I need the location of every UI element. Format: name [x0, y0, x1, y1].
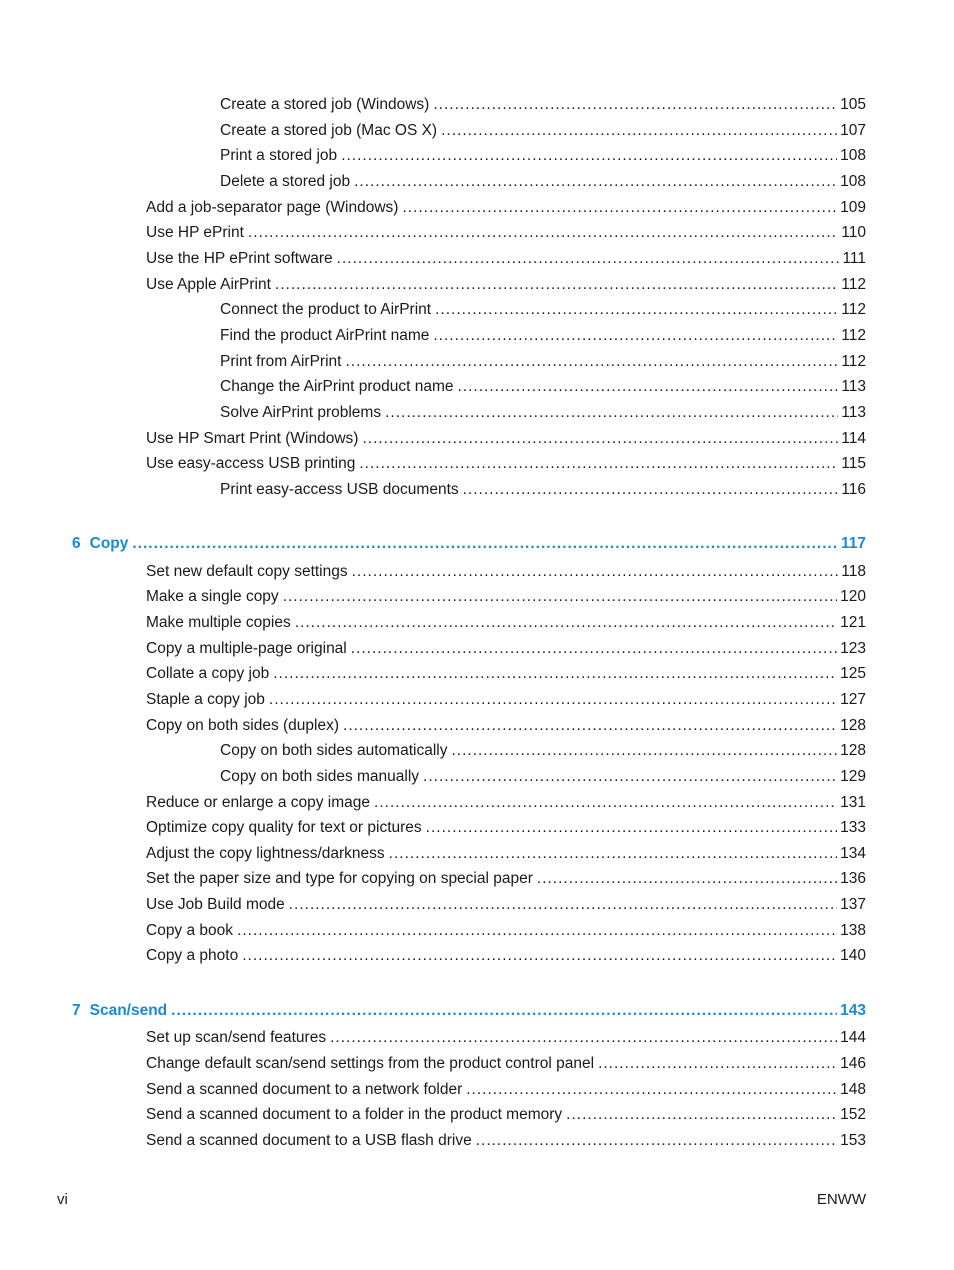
toc-entry[interactable]: [146, 223, 866, 243]
toc-entry[interactable]: [146, 921, 866, 941]
toc-entry-title: Staple a copy job: [146, 691, 265, 708]
toc-entry[interactable]: [146, 818, 866, 838]
toc-entry-title: Use easy-access USB printing: [146, 455, 356, 472]
toc-entry-page: 131: [840, 794, 866, 811]
toc-entry-page: 114: [841, 430, 866, 447]
dot-leader: [433, 326, 838, 346]
dot-leader: [476, 1131, 837, 1151]
toc-entry-page: 129: [840, 768, 866, 785]
toc-entry-page: 137: [840, 896, 866, 913]
toc-entry[interactable]: [146, 429, 866, 449]
toc-entry-page: 133: [840, 819, 866, 836]
toc-entry-page: 136: [840, 870, 866, 887]
dot-leader: [242, 946, 837, 966]
chapter-number: 6: [72, 535, 81, 552]
toc-entry-page: 108: [840, 173, 866, 190]
toc-entry-page: 127: [840, 691, 866, 708]
toc-entry[interactable]: [146, 454, 866, 474]
toc-entry[interactable]: [146, 1131, 866, 1151]
dot-leader: [171, 1001, 837, 1021]
dot-leader: [283, 587, 837, 607]
toc-entry-title: Make a single copy: [146, 588, 279, 605]
toc-entry-page: 140: [840, 947, 866, 964]
toc-entry[interactable]: [146, 664, 866, 684]
toc-entry[interactable]: [146, 198, 866, 218]
dot-leader: [248, 223, 838, 243]
dot-leader: [451, 741, 837, 761]
dot-leader: [237, 921, 837, 941]
toc-entry-title: Adjust the copy lightness/darkness: [146, 845, 385, 862]
toc-entry[interactable]: [220, 767, 866, 787]
toc-entry-page: 112: [841, 301, 866, 318]
toc-chapter-6[interactable]: [72, 534, 866, 554]
toc-entry-page: 113: [841, 404, 866, 421]
toc-entry[interactable]: [220, 326, 866, 346]
toc-entry[interactable]: [146, 275, 866, 295]
toc-entry-title: Use Job Build mode: [146, 896, 285, 913]
dot-leader: [463, 480, 839, 500]
dot-leader: [598, 1054, 837, 1074]
dot-leader: [273, 664, 837, 684]
toc-entry[interactable]: [146, 639, 866, 659]
toc-entry[interactable]: [220, 377, 866, 397]
toc-entry-page: 153: [840, 1132, 866, 1149]
dot-leader: [433, 95, 837, 115]
dot-leader: [345, 352, 838, 372]
toc-entry-page: 108: [840, 147, 866, 164]
toc-entry[interactable]: [146, 844, 866, 864]
toc-entry-page: 110: [841, 224, 866, 241]
toc-entry-title: Solve AirPrint problems: [220, 404, 382, 421]
dot-leader: [385, 403, 838, 423]
dot-leader: [426, 818, 837, 838]
toc-entry-page: 111: [842, 250, 866, 267]
toc-entry-page: 116: [841, 481, 866, 498]
toc-entry[interactable]: [146, 613, 866, 633]
toc-entry-title: Set up scan/send features: [146, 1029, 327, 1046]
dot-leader: [343, 716, 837, 736]
toc-entry-title: Optimize copy quality for text or pictures: [146, 819, 422, 836]
toc-entry-page: 112: [841, 276, 866, 293]
toc-entry[interactable]: [146, 895, 866, 915]
chapter-page: 117: [840, 535, 866, 552]
dot-leader: [458, 377, 839, 397]
toc-entry[interactable]: [146, 690, 866, 710]
toc-entry-title: Connect the product to AirPrint: [220, 301, 432, 318]
dot-leader: [295, 613, 837, 633]
dot-leader: [132, 534, 838, 554]
toc-entry[interactable]: [220, 300, 866, 320]
dot-leader: [389, 844, 837, 864]
dot-leader: [275, 275, 838, 295]
toc-entry-page: 148: [840, 1081, 866, 1098]
toc-entry-title: Change default scan/send settings from the product control panel: [146, 1055, 595, 1072]
dot-leader: [441, 121, 837, 141]
toc-entry-title: Copy on both sides automatically: [220, 742, 448, 759]
toc-entry[interactable]: [146, 716, 866, 736]
toc-entry[interactable]: [220, 352, 866, 372]
toc-entry-page: 125: [840, 665, 866, 682]
dot-leader: [337, 249, 840, 269]
toc-entry[interactable]: [220, 146, 866, 166]
toc-entry[interactable]: [146, 1054, 866, 1074]
toc-entry-title: Send a scanned document to a network folder: [146, 1081, 463, 1098]
toc-entry-title: Print easy-access USB documents: [220, 481, 459, 498]
dot-leader: [354, 172, 837, 192]
dot-leader: [362, 429, 838, 449]
toc-entry-title: Copy a multiple-page original: [146, 640, 347, 657]
toc-entry-title: Print from AirPrint: [220, 353, 342, 370]
toc-entry[interactable]: [146, 562, 866, 582]
toc-entry-title: Find the product AirPrint name: [220, 327, 430, 344]
footer-doc-code: ENWW: [816, 1191, 866, 1208]
toc-entry-page: 128: [840, 717, 866, 734]
chapter-page: 143: [840, 1002, 866, 1019]
dot-leader: [566, 1105, 837, 1125]
dot-leader: [269, 690, 837, 710]
toc-entry-title: Make multiple copies: [146, 614, 291, 631]
toc-entry-page: 115: [841, 455, 866, 472]
toc-entry-page: 118: [841, 563, 866, 580]
toc-entry[interactable]: [146, 1105, 866, 1125]
chapter-title: Copy: [89, 535, 129, 552]
toc-entry[interactable]: [220, 95, 866, 115]
toc-entry[interactable]: [220, 172, 866, 192]
toc-entry-title: Copy on both sides (duplex): [146, 717, 340, 734]
toc-entry[interactable]: [220, 480, 866, 500]
toc-entry-title: Set new default copy settings: [146, 563, 348, 580]
dot-leader: [352, 562, 839, 582]
dot-leader: [423, 767, 837, 787]
toc-entry[interactable]: [146, 946, 866, 966]
dot-leader: [330, 1028, 837, 1048]
dot-leader: [402, 198, 837, 218]
toc-entry[interactable]: [146, 793, 866, 813]
toc-entry-title: Copy on both sides manually: [220, 768, 420, 785]
toc-entry-title: Delete a stored job: [220, 173, 351, 190]
toc-entry-title: Send a scanned document to a USB flash drive: [146, 1132, 472, 1149]
toc-entry[interactable]: [146, 869, 866, 889]
toc-entry-page: 121: [840, 614, 866, 631]
dot-leader: [289, 895, 837, 915]
toc-entry-page: 128: [840, 742, 866, 759]
toc-entry-title: Set the paper size and type for copying on special paper: [146, 870, 533, 887]
toc-entry-title: Send a scanned document to a folder in the product memory: [146, 1106, 563, 1123]
toc-entry-page: 146: [840, 1055, 866, 1072]
toc-entry-title: Use HP ePrint: [146, 224, 244, 241]
toc-entry-page: 105: [840, 96, 866, 113]
toc-entry-page: 138: [840, 922, 866, 939]
dot-leader: [351, 639, 837, 659]
toc-entry-page: 113: [841, 378, 866, 395]
toc-entry[interactable]: [146, 587, 866, 607]
dot-leader: [374, 793, 837, 813]
dot-leader: [537, 869, 837, 889]
toc-entry-title: Copy a book: [146, 922, 234, 939]
toc-entry[interactable]: [146, 1028, 866, 1048]
toc-entry[interactable]: [146, 1080, 866, 1100]
toc-entry[interactable]: [146, 249, 866, 269]
toc-entry-page: 120: [840, 588, 866, 605]
chapter-title: Scan/send: [89, 1002, 168, 1019]
toc-entry[interactable]: [220, 403, 866, 423]
dot-leader: [435, 300, 838, 320]
toc-entry-page: 123: [840, 640, 866, 657]
toc-entry-title: Collate a copy job: [146, 665, 270, 682]
toc-entry-title: Create a stored job (Mac OS X): [220, 122, 438, 139]
toc-entry-title: Print a stored job: [220, 147, 338, 164]
toc-entry-page: 112: [841, 353, 866, 370]
toc-entry[interactable]: [220, 741, 866, 761]
toc-entry-page: 109: [840, 199, 866, 216]
chapter-number: 7: [72, 1002, 81, 1019]
footer-page-label: vi: [57, 1191, 68, 1208]
toc-entry-title: Reduce or enlarge a copy image: [146, 794, 371, 811]
toc-entry-title: Change the AirPrint product name: [220, 378, 454, 395]
toc-entry-title: Use HP Smart Print (Windows): [146, 430, 359, 447]
toc-entry-page: 112: [841, 327, 866, 344]
toc-entry-title: Copy a photo: [146, 947, 239, 964]
toc-entry-page: 134: [840, 845, 866, 862]
toc-entry-title: Add a job-separator page (Windows): [146, 199, 399, 216]
toc-entry-title: Use Apple AirPrint: [146, 276, 271, 293]
toc-entry-page: 152: [840, 1106, 866, 1123]
toc-chapter-7[interactable]: [72, 1001, 866, 1021]
dot-leader: [466, 1080, 837, 1100]
dot-leader: [359, 454, 838, 474]
toc-entry-title: Create a stored job (Windows): [220, 96, 430, 113]
toc-entry-page: 144: [840, 1029, 866, 1046]
toc-entry-page: 107: [840, 122, 866, 139]
dot-leader: [341, 146, 837, 166]
toc-entry-title: Use the HP ePrint software: [146, 250, 333, 267]
toc-entry[interactable]: [220, 121, 866, 141]
